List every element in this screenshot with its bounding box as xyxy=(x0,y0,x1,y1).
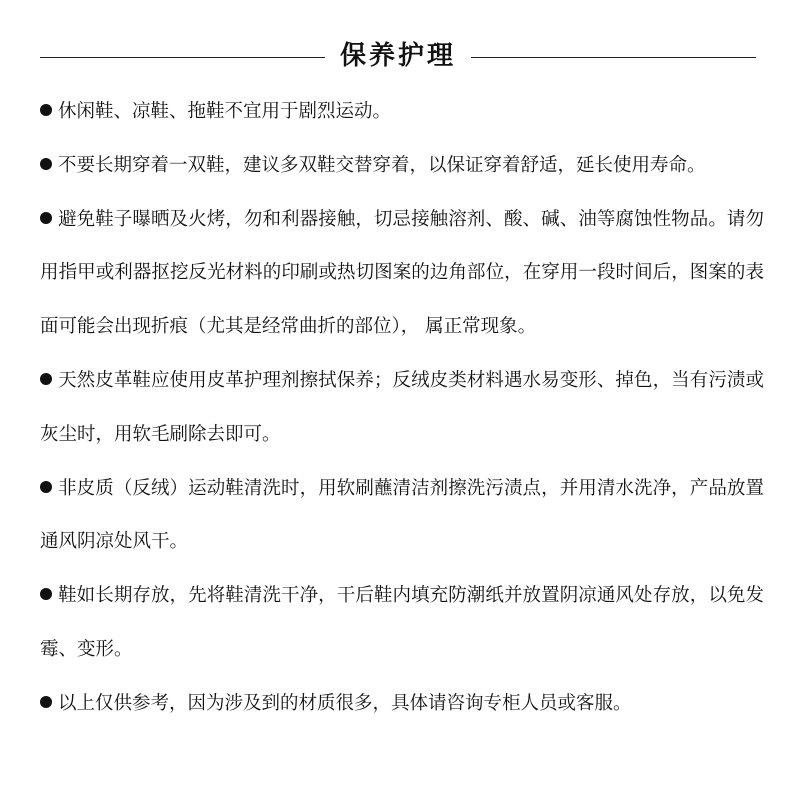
bullet-icon xyxy=(40,373,52,385)
list-item-text: 不要长期穿着一双鞋，建议多双鞋交替穿着，以保证穿着舒适，延长使用寿命。 xyxy=(58,154,706,176)
list-item-text: 非皮质（反绒）运动鞋清洗时，用软刷蘸清洁剂擦洗污渍点，并用清水洗净，产品放置通风阴凉处风干。 xyxy=(40,477,764,553)
bullet-icon xyxy=(40,104,52,116)
bullet-icon xyxy=(40,588,52,600)
bullet-icon xyxy=(40,696,52,708)
list-item xyxy=(40,677,764,731)
list-item xyxy=(40,85,764,139)
list-item-text: 休闲鞋、凉鞋、拖鞋不宜用于剧烈运动。 xyxy=(58,101,392,122)
list-item-text: 天然皮革鞋应使用皮革护理剂擦拭保养；反绒皮类材料遇水易变形、掉色，当有污渍或灰尘时，用软毛刷除去即可。 xyxy=(40,369,764,445)
header-divider-right xyxy=(471,57,756,58)
list-item-text: 避免鞋子曝晒及火烤，勿和利器接触，切忌接触溶剂、酸、碱、油等腐蚀性物品。请勿用指甲或利器抠挖反光材料的印刷或热切图案的边角部位，在穿用一段时间后，图案的表面可能会出现折痕（尤其是经常曲折的部位）， 属正常现象。 xyxy=(40,208,764,338)
care-list xyxy=(40,85,764,731)
list-item xyxy=(40,193,764,354)
page-title: 保养护理 xyxy=(332,38,464,74)
bullet-icon xyxy=(40,212,52,224)
list-item-text: 以上仅供参考，因为涉及到的材质很多，具体请咨询专柜人员或客服。 xyxy=(58,692,632,714)
list-item xyxy=(40,139,764,193)
header-divider-left xyxy=(40,57,325,58)
bullet-icon xyxy=(40,158,52,170)
list-item-text: 鞋如长期存放，先将鞋清洗干净，干后鞋内填充防潮纸并放置阴凉通风处存放，以免发霉、变形。 xyxy=(40,585,764,660)
list-item xyxy=(40,462,764,570)
list-item xyxy=(40,354,764,462)
list-item xyxy=(40,569,764,677)
bullet-icon xyxy=(40,481,52,493)
